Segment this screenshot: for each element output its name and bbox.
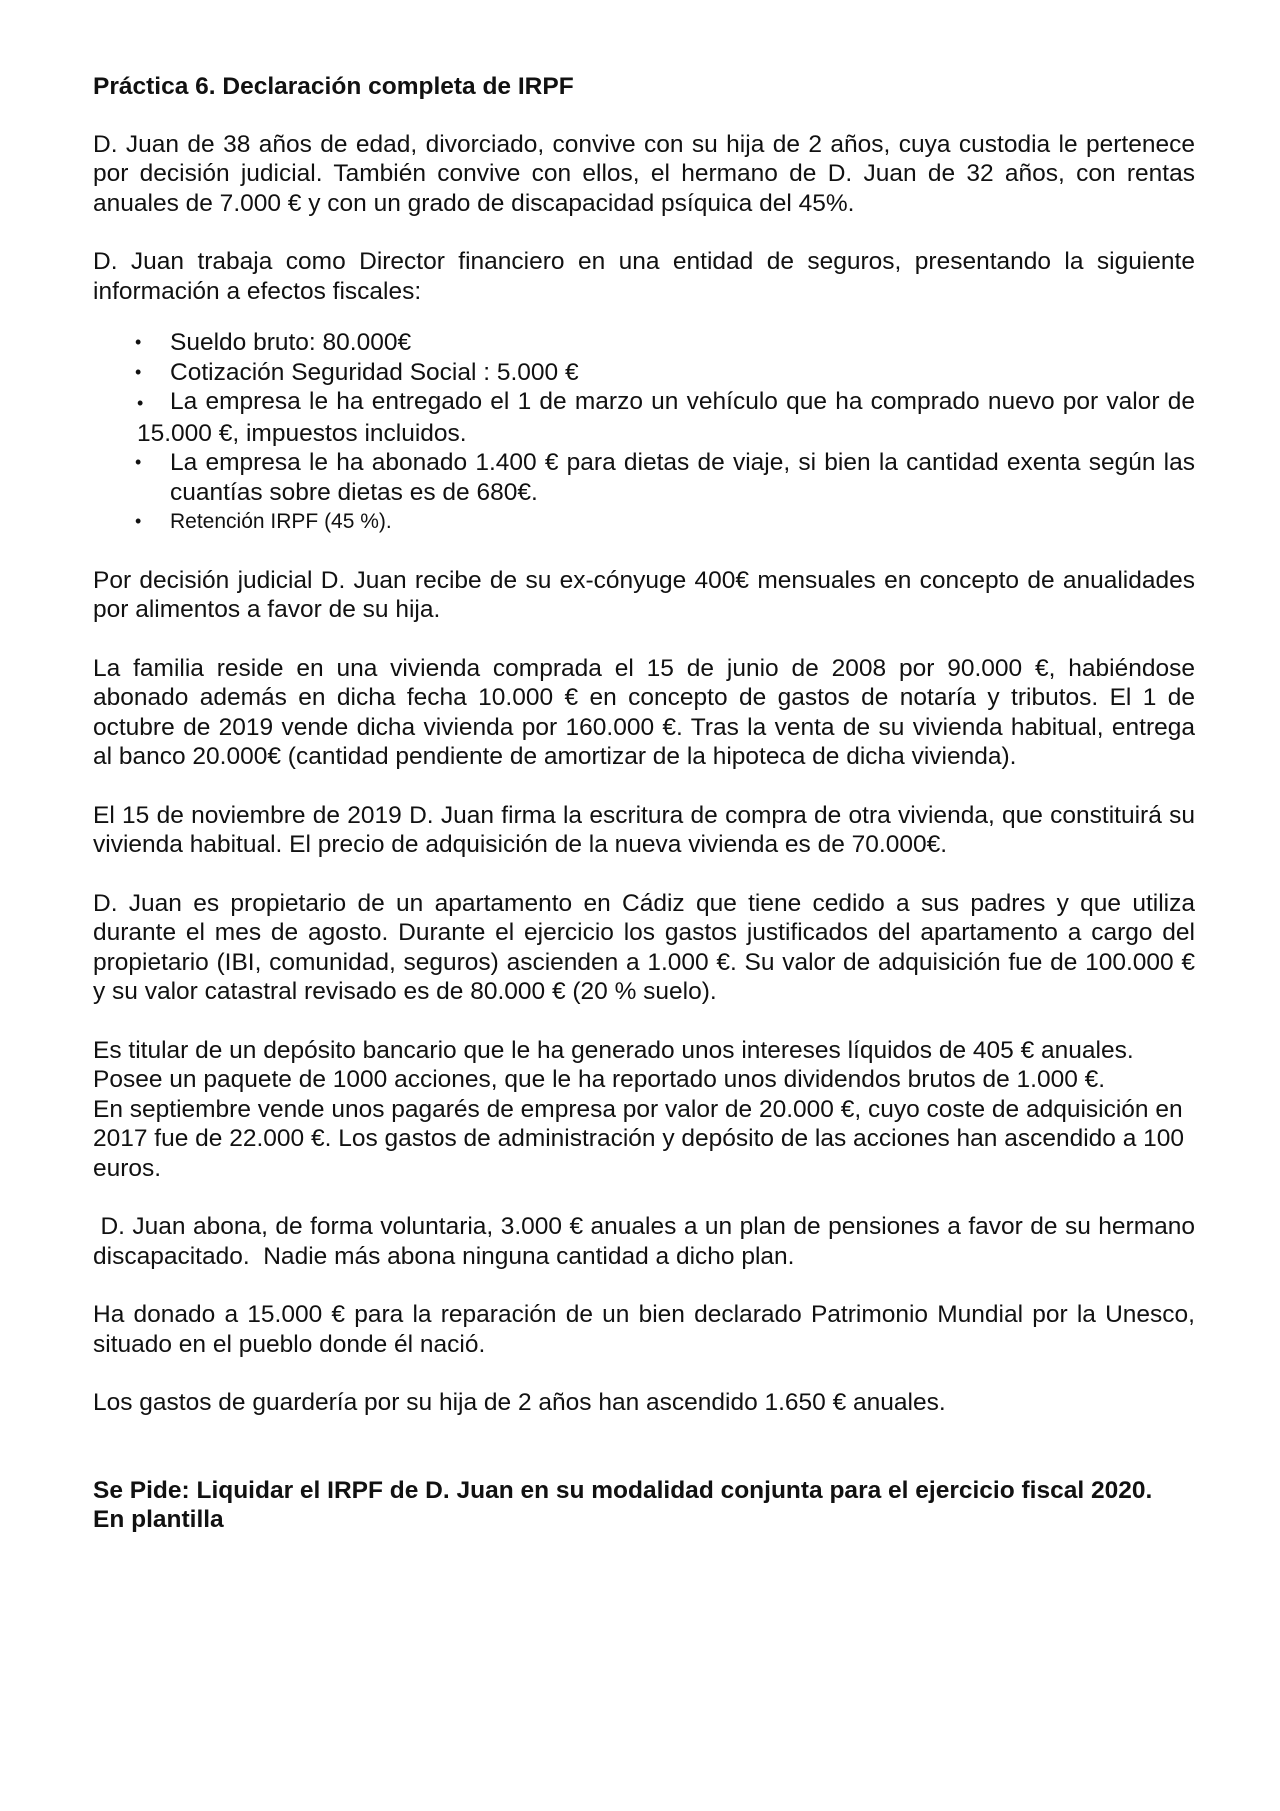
exercise-request [93,1476,1195,1535]
list-item-text: La empresa le ha abonado 1.400 € para dietas de viaje, si bien la cantidad exenta según las cuantías sobre dietas es de 680€. [170,449,1195,506]
income-list [93,328,1195,537]
investment-shares: Posee un paquete de 1000 acciones, que le ha reportado unos dividendos brutos de 1.000 €. [93,1066,1106,1093]
bullet-icon: • [135,361,142,382]
investment-deposit: Es titular de un depósito bancario que le ha generado unos intereses líquidos de 405 € anuales. [93,1036,1134,1064]
paragraph-family-situation: D. Juan de 38 años de edad, divorciado, convive con su hija de 2 años, cuya custodia le pertenece por decisión judicial. También convive con ellos, el hermano de D. Juan de 32 años, con rentas anuales de 7.000 € y con un grado de discapacidad psíquica del 45%. [93,130,1195,217]
bullet-icon: • [137,393,144,413]
list-item [93,358,1195,388]
list-item [93,507,1195,537]
list-item-text: La empresa le ha entregado el 1 de marzo un vehículo que ha comprado nuevo por valor de 15.000 €, impuestos incluidos. [137,388,1195,447]
document-title: Práctica 6. Declaración completa de IRPF [93,73,574,100]
paragraph-apartment: D. Juan es propietario de un apartamento en Cádiz que tiene cedido a sus padres y que utiliza durante el mes de agosto. Durante el ejercicio los gastos justificados del apartamento a cargo del propietario (IBI, comunidad, seguros) ascienden a 1.000 €. Su valor de adquisición fue de 100.000 € y su valor catastral revisado es de 80.000 € (20 % suelo). [93,889,1195,1005]
list-item [93,448,1195,507]
request-line-2: En plantilla [93,1506,224,1533]
paragraph-daycare: Los gastos de guardería por su hija de 2 años han ascendido 1.650 € anuales. [93,1389,946,1416]
list-item-text: Cotización Seguridad Social : 5.000 € [170,358,579,386]
bullet-icon: • [135,511,142,531]
list-item-text: Retención IRPF (45 %). [170,510,392,533]
paragraph-investments [93,1036,1195,1184]
paragraph-new-home: El 15 de noviembre de 2019 D. Juan firma la escritura de compra de otra vivienda, que constituirá su vivienda habitual. El precio de adquisición de la nueva vivienda es de 70.000€. [93,801,1195,858]
paragraph-pension-plan: D. Juan abona, de forma voluntaria, 3.000 € anuales a un plan de pensiones a favor de su hermano discapacitado. Nadie más abona ninguna cantidad a dicho plan. [93,1213,1202,1270]
bullet-icon: • [135,452,142,472]
bullet-icon: • [135,332,142,352]
paragraph-home-sale: La familia reside en una vivienda comprada el 15 de junio de 2008 por 90.000 €, habiéndose abonado además en dicha fecha 10.000 € en concepto de gastos de notaría y tributos. El 1 de octubre de 2019 vende dicha vivienda por 160.000 €. Tras la venta de su vivienda habitual, entrega al banco 20.000€ (cantidad pendiente de amortizar de la hipoteca de dicha vivienda). [93,654,1195,770]
list-item-text: Sueldo bruto: 80.000€ [170,329,412,356]
list-item [93,387,1195,448]
paragraph-employment: D. Juan trabaja como Director financiero en una entidad de seguros, presentando la siguiente información a efectos fiscales: [93,248,1195,305]
paragraph-donation: Ha donado a 15.000 € para la reparación de un bien declarado Patrimonio Mundial por la Unesco, situado en el pueblo donde él nació. [93,1301,1195,1358]
request-line-1: Se Pide: Liquidar el IRPF de D. Juan en su modalidad conjunta para el ejercicio fiscal 2020. [93,1476,1153,1504]
list-item [93,328,1195,358]
paragraph-alimony: Por decisión judicial D. Juan recibe de su ex-cónyuge 400€ mensuales en concepto de anualidades por alimentos a favor de su hija. [93,566,1195,623]
investment-promissory-notes: En septiembre vende unos pagarés de empresa por valor de 20.000 €, cuyo coste de adquisición en 2017 fue de 22.000 €. Los gastos de administración y depósito de las acciones han ascendido a 100 euros. [93,1095,1185,1182]
document-page [93,72,1202,1535]
